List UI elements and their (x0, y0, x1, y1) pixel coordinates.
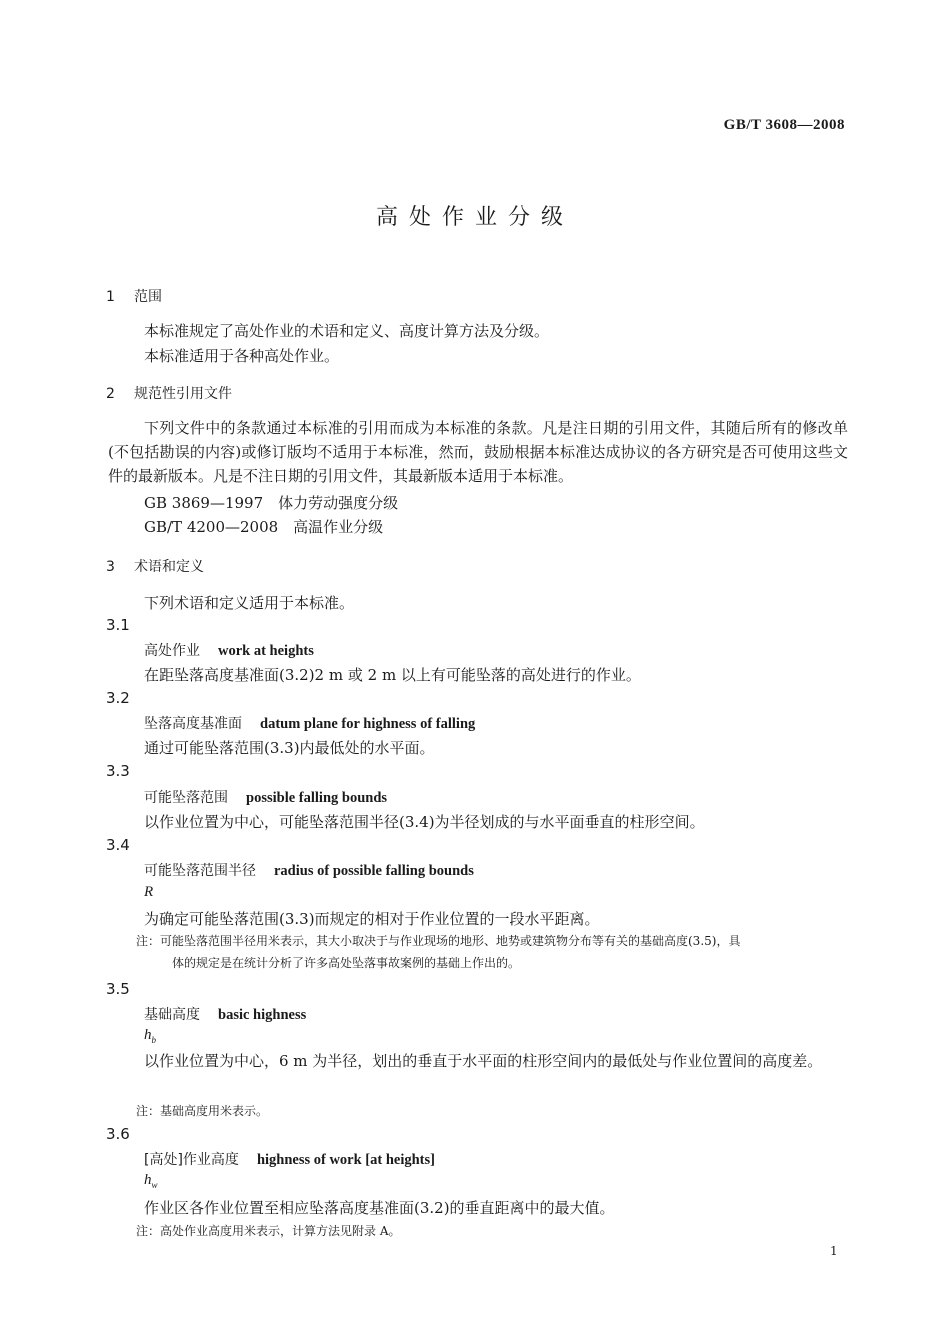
term-english: radius of possible falling bounds (274, 863, 474, 879)
term-chinese: 可能坠落范围半径 (144, 863, 256, 879)
term-english: possible falling bounds (246, 790, 388, 806)
term-3-2-number: 3.2 (106, 689, 130, 707)
term-3-6-definition: 作业区各作业位置至相应坠落高度基准面(3.2)的垂直距离中的最大值。 (144, 1199, 615, 1217)
standard-code: GB/T 3608—2008 (723, 117, 845, 133)
term-3-5-heading (144, 1004, 306, 1024)
term-chinese: 基础高度 (144, 1007, 200, 1023)
term-3-5-definition: 以作业位置为中心，6 m 为半径，划出的垂直于水平面的柱形空间内的最低处与作业位置间的高度差。 (144, 1052, 823, 1070)
term-3-6-note: 注：高处作业高度用米表示，计算方法见附录 A。 (136, 1224, 401, 1238)
term-3-4-number: 3.4 (106, 836, 130, 854)
term-3-1-heading (144, 640, 314, 660)
section-3-heading (106, 556, 204, 576)
term-3-4-definition: 为确定可能坠落范围(3.3)而规定的相对于作业位置的一段水平距离。 (144, 910, 600, 928)
term-3-5-symbol (144, 1027, 156, 1045)
term-english: datum plane for highness of falling (260, 716, 476, 732)
symbol-main: h (144, 1027, 152, 1043)
reference-2: GB/T 4200—2008 高温作业分级 (144, 518, 384, 536)
term-3-6-heading (144, 1149, 435, 1169)
term-3-2-heading (144, 713, 475, 733)
section-number: 1 (106, 289, 115, 305)
section-1-paragraph-2: 本标准适用于各种高处作业。 (144, 347, 340, 365)
section-number: 3 (106, 559, 115, 575)
note-line-1: 注：可能坠落范围半径用米表示，其大小取决于与作业现场的地形、地势或建筑物分布等有关的基础高度(3.5)，具 (136, 934, 741, 948)
term-3-4-note (136, 930, 848, 974)
term-3-2-definition: 通过可能坠落范围(3.3)内最低处的水平面。 (144, 739, 435, 757)
term-3-1-definition: 在距坠落高度基准面(3.2)2 m 或 2 m 以上有可能坠落的高处进行的作业。 (144, 666, 641, 684)
document-title: 高处作业分级 (375, 205, 574, 230)
section-title: 规范性引用文件 (134, 386, 232, 402)
note-line-2: 体的规定是在统计分析了许多高处坠落事故案例的基础上作出的。 (172, 956, 521, 970)
term-3-5-note: 注：基础高度用米表示。 (136, 1104, 269, 1118)
term-3-3-heading (144, 787, 387, 807)
section-title: 范围 (134, 289, 162, 305)
section-1-paragraph-1: 本标准规定了高处作业的术语和定义、高度计算方法及分级。 (144, 322, 550, 340)
term-3-6-number: 3.6 (106, 1125, 130, 1143)
term-3-4-symbol: R (144, 884, 154, 900)
section-1-heading (106, 286, 162, 306)
term-3-3-number: 3.3 (106, 762, 130, 780)
term-chinese: 高处作业 (144, 643, 200, 659)
term-3-4-heading (144, 860, 474, 880)
term-3-5-number: 3.5 (106, 980, 130, 998)
reference-1: GB 3869—1997 体力劳动强度分级 (144, 494, 399, 512)
term-chinese: [高处]作业高度 (144, 1152, 239, 1168)
section-number: 2 (106, 386, 115, 402)
term-english: basic highness (218, 1007, 307, 1023)
symbol-subscript: b (151, 1035, 156, 1045)
term-3-1-number: 3.1 (106, 616, 130, 634)
section-2-paragraph: 下列文件中的条款通过本标准的引用而成为本标准的条款。凡是注日期的引用文件，其随后所有的修改单(不包括勘误的内容)或修订版均不适用于本标准，然而，鼓励根据本标准达成协议的各方研究是否可使用这些文件的最新版本。凡是不注日期的引用文件，其最新版本适用于本标准。 (108, 419, 848, 485)
term-english: work at heights (218, 643, 314, 659)
symbol-main: h (144, 1172, 152, 1188)
term-english: highness of work [at heights] (256, 1152, 435, 1168)
page-number: 1 (830, 1244, 838, 1258)
section-3-intro: 下列术语和定义适用于本标准。 (144, 594, 355, 612)
term-chinese: 坠落高度基准面 (144, 716, 242, 732)
term-3-6-symbol (144, 1172, 158, 1190)
section-2-heading (106, 383, 232, 403)
section-title: 术语和定义 (134, 559, 204, 575)
symbol-subscript: w (151, 1180, 158, 1190)
term-3-3-definition: 以作业位置为中心，可能坠落范围半径(3.4)为半径划成的与水平面垂直的柱形空间。 (144, 813, 705, 831)
term-chinese: 可能坠落范围 (144, 790, 228, 806)
